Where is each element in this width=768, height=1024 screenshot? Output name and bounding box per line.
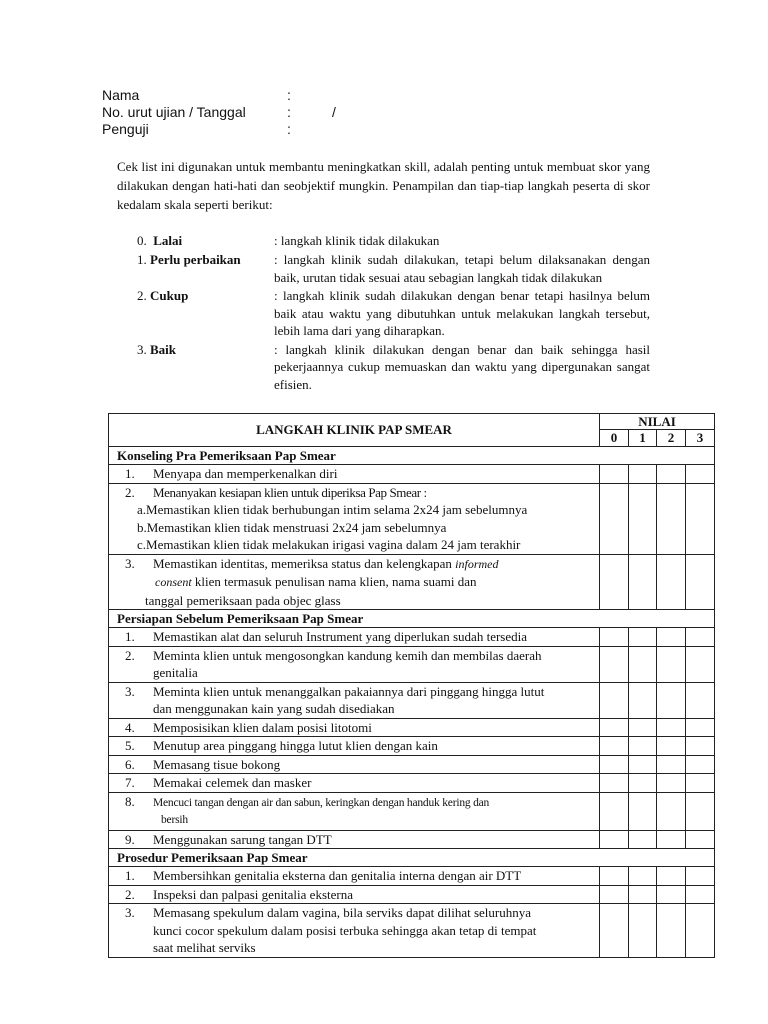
intro-paragraph: Cek list ini digunakan untuk membantu meningkatkan skill, adalah penting untuk membuat skor yang dilakukan dengan hati-hati dan seobjektif mungkin. Penampilan dan tiap-tiap langkah peserta di skor kedalam skala seperti berikut: [117,159,650,212]
score-cell-2[interactable] [657,483,686,554]
score-cell-0[interactable] [600,483,629,554]
score-cell-0[interactable] [600,554,629,610]
section-title: Konseling Pra Pemeriksaan Pap Smear [109,447,715,465]
step-number: 3. [125,683,135,699]
table-row [109,682,715,718]
score-cell-2[interactable] [657,718,686,737]
step-cell [109,554,600,610]
step-number: 2. [125,647,135,663]
score-cell-2[interactable] [657,682,686,718]
step-number: 1. [125,466,135,481]
table-row [109,904,715,958]
table-row [109,830,715,849]
score-cell-1[interactable] [629,682,657,718]
step-text: Menggunakan sarung tangan DTT [153,831,332,847]
step-text: kunci cocor spekulum dalam posisi terbuka sehingga akan tetap di tempat [153,922,537,938]
step-number: 1. [125,629,135,644]
score-header-3: 3 [686,430,715,447]
score-cell-0[interactable] [600,792,629,830]
step-text: Mencuci tangan dengan air dan sabun, keringkan dengan handuk kering dan [153,796,490,809]
score-cell-2[interactable] [657,774,686,793]
step-italic-term: consent [155,575,192,589]
step-text: Menyapa dan memperkenalkan diri [153,466,338,481]
section-title: Persiapan Sebelum Pemeriksaan Pap Smear [109,610,715,628]
score-cell-3[interactable] [686,867,715,886]
step-number: 6. [125,756,135,772]
score-cell-3[interactable] [686,628,715,647]
score-cell-1[interactable] [629,867,657,886]
table-row [109,867,715,886]
score-cell-2[interactable] [657,465,686,484]
score-cell-2[interactable] [657,755,686,774]
scale-label: Lalai [153,233,183,248]
step-cell [109,718,600,737]
step-cell [109,465,600,484]
nilai-header: NILAI [600,414,715,430]
score-cell-2[interactable] [657,628,686,647]
score-cell-3[interactable] [686,737,715,756]
score-cell-3[interactable] [686,465,715,484]
score-cell-3[interactable] [686,682,715,718]
scale-label: Baik [150,341,177,357]
scale-item-baik [137,341,650,394]
date-separator: / [332,104,336,120]
score-cell-3[interactable] [686,554,715,610]
score-cell-3[interactable] [686,646,715,682]
table-row [109,718,715,737]
scale-item-cukup [137,287,650,340]
scale-label: Cukup [150,288,189,303]
step-text: Memastikan identitas, memeriksa status dan kelengkapan [153,555,452,571]
step-text: Inspeksi dan palpasi genitalia eksterna [153,886,353,902]
table-header-row [109,414,715,430]
score-cell-1[interactable] [629,774,657,793]
score-cell-2[interactable] [657,792,686,830]
step-cell [109,867,600,886]
scale-item-lalai [137,232,650,250]
identity-fields [102,87,336,138]
checklist-table [108,413,715,958]
section-row [109,447,715,465]
score-cell-2[interactable] [657,867,686,886]
step-cell [109,483,600,554]
scale-description: : langkah klinik dilakukan dengan benar dan baik sehingga hasil pekerjaannya cukup memuaskan dan waktu yang dipergunakan sangat efisien. [274,341,650,392]
score-cell-0[interactable] [600,682,629,718]
score-cell-1[interactable] [629,628,657,647]
step-cell [109,792,600,830]
table-row [109,483,715,554]
scale-number: 0. [137,233,147,248]
score-cell-3[interactable] [686,483,715,554]
step-italic-term: informed [455,556,499,571]
scoring-scale [137,232,650,394]
score-cell-1[interactable] [629,483,657,554]
score-cell-1[interactable] [629,904,657,958]
score-cell-0[interactable] [600,628,629,647]
step-subitem: b.Memastikan klien tidak menstruasi 2x24 jam sebelumnya [137,519,447,535]
step-text: Memakai celemek dan masker [153,775,312,790]
table-row [109,792,715,830]
step-text: Menutup area pinggang hingga lutut klien dengan kain [153,738,438,753]
step-text: dan menggunakan kain yang sudah disediakan [153,701,395,716]
step-text: tanggal pemeriksaan pada objec glass [145,592,341,608]
step-number: 3. [125,905,135,920]
score-cell-3[interactable] [686,718,715,737]
score-cell-1[interactable] [629,885,657,904]
scale-item-perlu-perbaikan [137,251,650,286]
step-cell [109,885,600,904]
scale-number: 2. [137,288,147,303]
field-colon: : [287,87,291,103]
step-text: Meminta klien untuk menanggalkan pakaiannya dari pinggang hingga lutut [153,683,545,699]
table-row [109,737,715,756]
step-cell [109,737,600,756]
step-text: Memasang spekulum dalam vagina, bila serviks dapat dilihat seluruhnya [153,905,531,920]
score-cell-2[interactable] [657,885,686,904]
scale-number: 1. [137,252,147,267]
score-header-0: 0 [600,430,629,447]
step-text: Memasang tisue bokong [153,756,281,772]
step-number: 2. [125,484,135,500]
field-nama[interactable] [102,87,291,104]
step-cell [109,774,600,793]
step-cell [109,904,600,958]
score-cell-1[interactable] [629,737,657,756]
score-cell-0[interactable] [600,737,629,756]
step-text: Menanyakan kesiapan klien untuk diperiksa Pap Smear : [153,484,427,500]
step-cell [109,682,600,718]
table-row [109,646,715,682]
score-header-2: 2 [657,430,686,447]
section-title: Prosedur Pemeriksaan Pap Smear [109,849,715,867]
field-colon: : [287,121,291,137]
score-cell-3[interactable] [686,885,715,904]
score-cell-0[interactable] [600,867,629,886]
step-number: 7. [125,775,135,790]
step-text: Membersihkan genitalia eksterna dan genitalia interna dengan air DTT [153,868,522,883]
score-cell-1[interactable] [629,465,657,484]
step-cell [109,755,600,774]
score-cell-0[interactable] [600,885,629,904]
step-number: 2. [125,886,135,902]
step-number: 8. [125,793,135,809]
field-colon: : [287,104,291,120]
score-cell-1[interactable] [629,718,657,737]
table-row [109,465,715,484]
section-row [109,610,715,628]
score-cell-0[interactable] [600,774,629,793]
scale-description: : langkah klinik tidak dilakukan [274,233,440,248]
table-row [109,774,715,793]
table-row [109,628,715,647]
step-cell [109,830,600,849]
score-cell-3[interactable] [686,904,715,958]
score-cell-3[interactable] [686,830,715,849]
score-cell-1[interactable] [629,646,657,682]
field-no-urut-tanggal[interactable] [102,104,336,121]
score-cell-1[interactable] [629,830,657,849]
score-cell-0[interactable] [600,904,629,958]
score-cell-2[interactable] [657,554,686,610]
step-number: 3. [125,555,135,571]
scale-description: : langkah klinik sudah dilakukan dengan benar tetapi hasilnya belum baik atau waktu yang dibutuhkan untuk melakukan langkah tersebut, lebih lama dari yang diharapkan. [274,288,650,338]
score-cell-0[interactable] [600,465,629,484]
step-cell [109,646,600,682]
scale-number: 3. [137,341,147,357]
score-cell-0[interactable] [600,755,629,774]
field-label: Nama [102,87,140,103]
table-title: LANGKAH KLINIK PAP SMEAR [109,414,600,447]
table-row [109,885,715,904]
score-cell-3[interactable] [686,755,715,774]
step-number: 5. [125,738,135,753]
table-row [109,554,715,610]
score-cell-1[interactable] [629,554,657,610]
score-cell-1[interactable] [629,755,657,774]
score-cell-3[interactable] [686,774,715,793]
score-cell-2[interactable] [657,737,686,756]
score-cell-2[interactable] [657,830,686,849]
scale-description: : langkah klinik sudah dilakukan, tetapi belum dilaksanakan dengan baik, urutan tidak sesuai atau sebagian langkah tidak dilakukan [274,252,650,285]
step-text: klien termasuk penulisan nama klien, nama suami dan [194,574,477,589]
step-text: bersih [161,814,188,826]
section-row [109,849,715,867]
step-text: saat melihat serviks [153,940,256,955]
step-text: Meminta klien untuk mengosongkan kandung kemih dan membilas daerah [153,647,542,663]
step-subitem: c.Memastikan klien tidak melakukan irigasi vagina dalam 24 jam terakhir [137,537,521,552]
score-cell-0[interactable] [600,646,629,682]
score-cell-2[interactable] [657,646,686,682]
field-label: No. urut ujian / Tanggal [102,104,246,120]
score-cell-0[interactable] [600,830,629,849]
step-text: genitalia [153,665,198,680]
score-cell-0[interactable] [600,718,629,737]
field-label: Penguji [102,121,149,137]
step-number: 9. [125,831,135,847]
step-cell [109,628,600,647]
step-text: Memposisikan klien dalam posisi litotomi [153,719,372,735]
field-penguji[interactable] [102,121,291,138]
step-number: 4. [125,719,135,735]
scale-label: Perlu perbaikan [150,252,241,267]
score-cell-2[interactable] [657,904,686,958]
step-number: 1. [125,868,135,883]
score-cell-1[interactable] [629,792,657,830]
score-cell-3[interactable] [686,792,715,830]
table-row [109,755,715,774]
step-subitem: a.Memastikan klien tidak berhubungan intim selama 2x24 jam sebelumnya [137,502,528,517]
step-text: Memastikan alat dan seluruh Instrument yang diperlukan sudah tersedia [153,629,528,644]
score-header-1: 1 [629,430,657,447]
